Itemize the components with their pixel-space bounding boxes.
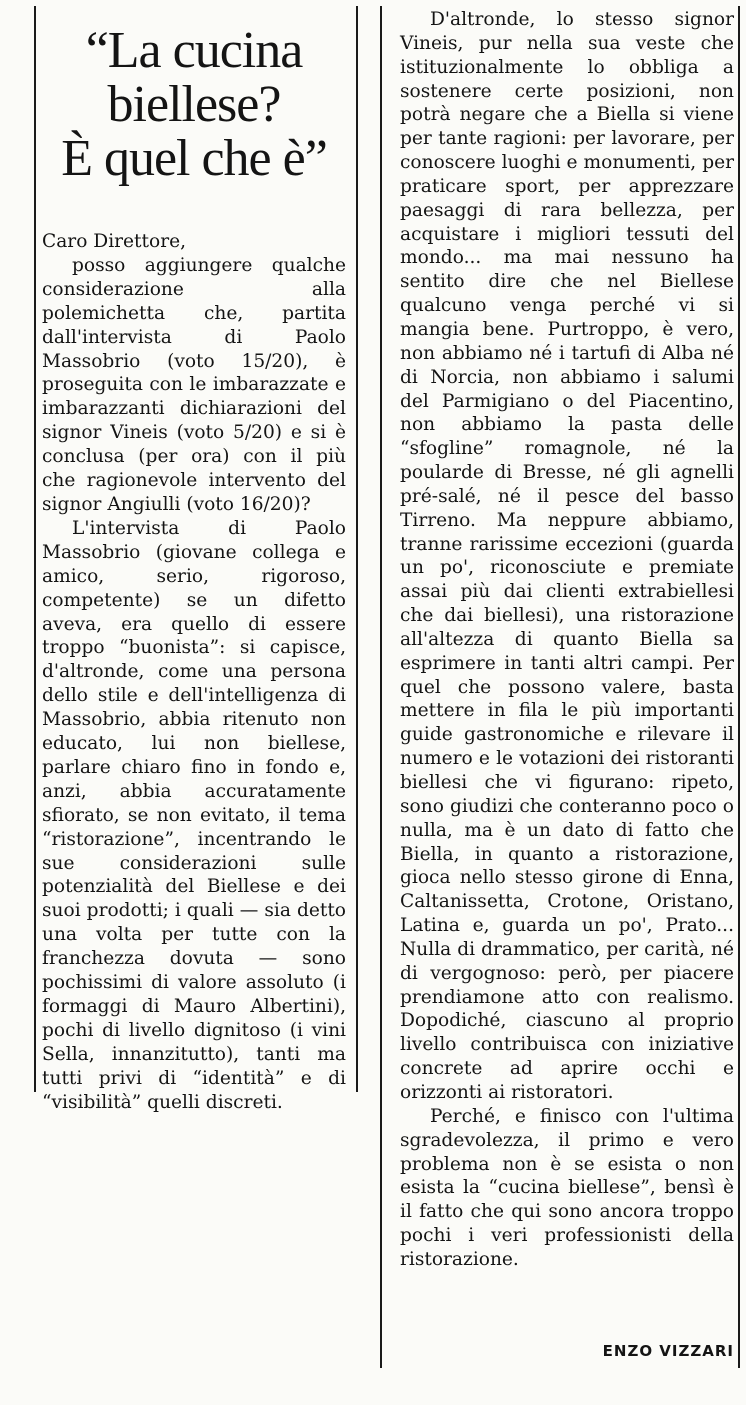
headline (42, 24, 346, 186)
headline-line-1: “La cucina (85, 22, 303, 79)
article-left-column (42, 24, 346, 1115)
headline-line-2: biellese? (107, 76, 281, 133)
column-rule-left (34, 6, 36, 1092)
column-rule-middle (356, 6, 358, 1092)
paragraph: Perché, e finisco con l'ultima sgradevolezza, il primo e vero problema non è se esista o non esista la “cucina biellese”, bensì è il fatto che qui sono ancora troppo pochi i veri professionisti della ristorazione. (400, 1105, 734, 1270)
salutation: Caro Direttore, (42, 231, 186, 252)
paragraph: D'altronde, lo stesso signor Vineis, pur nella sua veste che istituzionalmente lo obbliga a sostenere certe posizioni, non potrà negare che a Biella si viene per tante ragioni: per lavorare, per conoscere luoghi e monumenti, per praticare sport, per apprezzare paesaggi di rara bellezza, per acquistare i migliori tessuti del mondo... ma mai nessuno ha sentito dire che nel Biellese qualcuno venga perché vi si mangia bene. Purtroppo, è vero, non abbiamo né i tartufi di Alba né di Norcia, non abbiamo i salumi del Parmigiano o del Piacentino, non abbiamo la pasta delle “sfogline” romagnole, né la poularde di Bresse, né gli agnelli pré-salé, né il pesce del basso Tirreno. Ma neppure abbiamo, tranne rarissime eccezioni (guarda un po', riconosciute e premiate assai più dai clienti extrabiellesi che dai biellesi), una ristorazione all'altezza di quanto Biella sa esprimere in tanti altri campi. Per quel che possono valere, basta mettere in fila le più importanti guide gastronomiche e rilevare il numero e le votazioni dei ristoranti biellesi che vi figurano: ripeto, sono giudizi che conteranno poco o nulla, ma è un dato di fatto che Biella, in quanto a ristorazione, gioca nello stesso girone di Enna, Caltanissetta, Crotone, Oristano, Latina e, guarda un po', Prato... Nulla di drammatico, per carità, né di vergognoso: però, per piacere prendiamone atto con realismo. Dopodiché, ciascuno al proprio livello contribuisca con iniziative concrete ad aprire occhi e orizzonti ai ristoratori. (400, 9, 734, 1103)
author-signature: ENZO VIZZARI (602, 1342, 734, 1360)
paragraph: posso aggiungere qualche considerazione alla polemichetta che, partita dall'intervista di Paolo Massobrio (voto 15/20), è proseguita con le imbarazzate e imbarazzanti dichiarazioni del signor Vineis (voto 5/20) e si è conclusa (per ora) con il più che ragionevole intervento del signor Angiulli (voto 16/20)? (42, 254, 346, 515)
column-rule-right (380, 6, 382, 1368)
column-rule-far-right (738, 6, 740, 1368)
article-right-column (400, 8, 734, 1272)
headline-line-3: È quel che è” (61, 130, 327, 187)
paragraph: L'intervista di Paolo Massobrio (giovane collega e amico, serio, rigoroso, competente) se un difetto aveva, era quello di essere troppo “buonista”: si capisce, d'altronde, come una persona dello stile e dell'intelligenza di Massobrio, abbia ritenuto non educato, lui non biellese, parlare chiaro fino in fondo e, anzi, abbia accuratamente sfiorato, se non evitato, il tema “ristorazione”, incentrando le sue considerazioni sulle potenzialità del Biellese e dei suoi prodotti; i quali — sia detto una volta per tutte con la franchezza dovuta — sono pochissimi di valore assoluto (i formaggi di Mauro Albertini), pochi di livello dignitoso (i vini Sella, innanzitutto), tanti ma tutti privi di “identità” e di “visibilità” quelli discreti. (42, 517, 346, 1113)
